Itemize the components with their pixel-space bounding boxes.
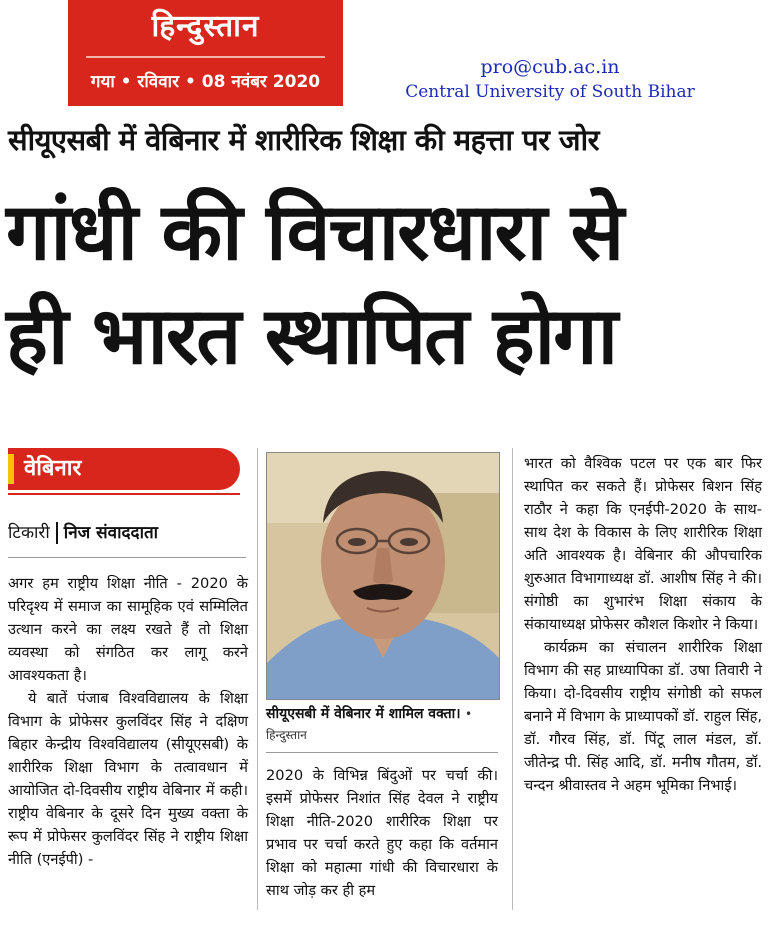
newspaper-masthead [68, 0, 343, 106]
byline-reporter: निज संवाददाता [63, 523, 159, 543]
byline-separator [56, 522, 58, 544]
paragraph: 2020 के विभिन्न बिंदुओं पर चर्चा की। इसमें प्रोफेसर निशांत सिंह देवल ने राष्ट्रीय शिक्षा नीति-2020 शारीरिक शिक्षा पर प्रभाव पर चर्चा करते हुए कहा कि वर्तमान शिक्षा को महात्मा गांधी की विचारधारा के साथ जोड़ कर ही हम [266, 767, 498, 899]
paragraph: अगर हम राष्ट्रीय शिक्षा नीति - 2020 के परिदृश्य में समाज का सामूहिक एवं सम्मिलित उत्थान करने का लक्ष्य रखते हैं तो शिक्षा व्यवस्था को संगठित कर लागू करने आवश्यकता है। [8, 575, 248, 684]
speaker-portrait-image [267, 453, 499, 699]
paragraph: भारत को वैश्विक पटल पर एक बार फिर स्थापित कर सकते हैं। प्रोफेसर बिशन सिंह राठौर ने कहा कि एनईपी-2020 के साथ-साथ देश के विकास के लिए शारीरिक शिक्षा अति आवश्यक है। वेबिनार की औपचारिक शुरुआत विभागाध्यक्ष डॉ. आशीष सिंह ने की। संगोष्ठी का शुभारंभ शिक्षा संकाय के संकायाध्यक्ष प्रोफेसर कौशल किशोर ने किया। [524, 455, 762, 633]
article-headline [6, 180, 764, 388]
caption-source: • हिन्दुस्तान [266, 707, 473, 742]
section-tag-label: वेबिनार [24, 456, 82, 481]
article-column-3 [524, 452, 762, 797]
source-organization: Central University of South Bihar [405, 82, 695, 102]
tag-underline [8, 493, 240, 495]
tag-accent-bar [8, 454, 14, 484]
headline-line-1: गांधी की विचारधारा से [6, 186, 623, 278]
dateline: गया • रविवार • 08 नवंबर 2020 [90, 72, 321, 92]
column-divider [257, 448, 258, 910]
source-credit [380, 54, 720, 104]
newspaper-name: हिन्दुस्तान [151, 9, 260, 44]
byline-rule [8, 557, 246, 558]
section-tag [8, 448, 240, 490]
source-email: pro@cub.ac.in [480, 56, 620, 78]
article-kicker: सीयूएसबी में वेबिनार में शारीरिक शिक्षा की महत्ता पर जोर [8, 123, 599, 157]
byline-place: टिकारी [8, 523, 50, 543]
caption-text: सीयूएसबी में वेबिनार में शामिल वक्ता। [266, 706, 461, 722]
photo-caption [266, 704, 498, 746]
speaker-photo [266, 452, 500, 700]
masthead-rule [86, 56, 325, 58]
byline [8, 520, 248, 546]
article-column-1 [8, 572, 248, 871]
column-divider [512, 448, 513, 910]
paragraph: कार्यक्रम का संचालन शारीरिक शिक्षा विभाग की सह प्राध्यापिका डॉ. उषा तिवारी ने किया। दो-दिवसीय राष्ट्रीय संगोष्ठी को सफल बनाने में विभाग के प्राध्यापकों डॉ. राहुल सिंह, डॉ. गौरव सिंह, डॉ. पिंटू लाल मंडल, डॉ. जीतेन्द्र पी. सिंह आदि, डॉ. मनीष गौतम, डॉ. चन्दन श्रीवास्तव ने अहम भूमिका निभाई। [524, 639, 762, 794]
headline-line-2: ही भारत स्थापित होगा [6, 290, 617, 382]
caption-rule [266, 752, 498, 753]
paragraph: ये बातें पंजाब विश्वविद्यालय के शिक्षा विभाग के प्रोफेसर कुलविंदर सिंह ने दक्षिण बिहार केन्द्रीय विश्वविद्यालय (सीयूएसबी) के शारीरिक शिक्षा विभाग के तत्वावधान में आयोजित दो-दिवसीय राष्ट्रीय वेबिनार में कही। राष्ट्रीय वेबिनार के दूसरे दिन मुख्य वक्ता के रूप में प्रोफेसर कुलविंदर सिंह ने राष्ट्रीय शिक्षा नीति (एनईपी) - [8, 690, 248, 868]
article-column-2 [266, 764, 498, 902]
